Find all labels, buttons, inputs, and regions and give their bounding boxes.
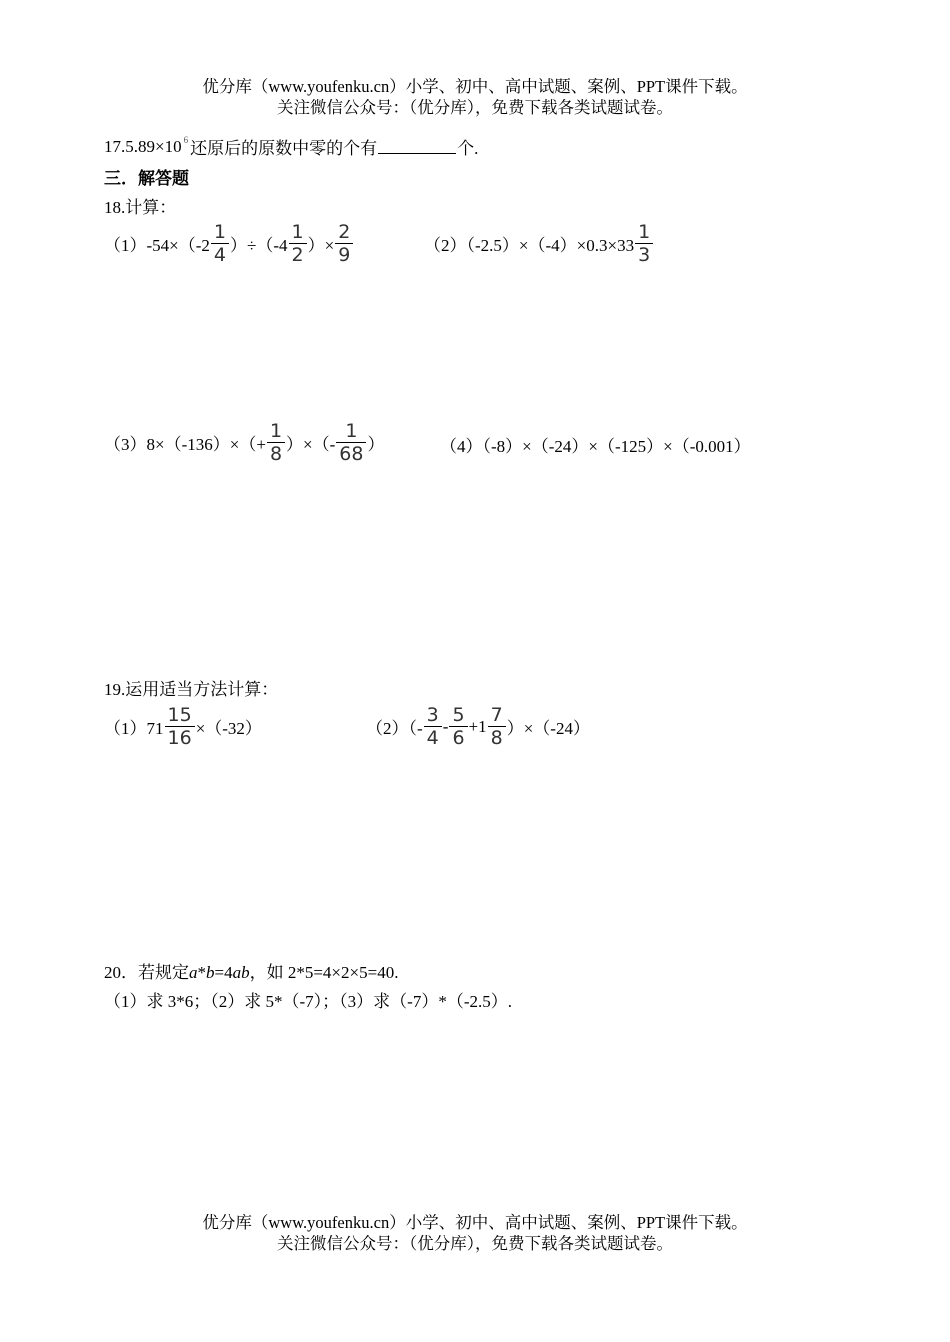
q20-pre: 20．若规定 (104, 963, 189, 982)
q19-p2-text-c: +1 (468, 716, 487, 736)
q17-mid: 还原后的原数中零的个有 (190, 139, 378, 158)
q18-p3-text-b: ）×（- (286, 435, 336, 454)
question-18-title: 18.计算： (104, 198, 177, 217)
denominator: 16 (165, 726, 195, 749)
q20-post: ，如 2*5=4×2×5=40. (249, 963, 399, 982)
question-20 (104, 958, 398, 983)
footer-line-2: 关注微信公众号：（优分库），免费下载各类试题试卷。 (277, 1234, 673, 1253)
q20-parts: （1）求 3*6；（2）求 5*（-7）；（3）求（-7）*（-2.5）. (104, 992, 512, 1011)
question-17 (104, 134, 478, 159)
q18-p2-fraction (635, 221, 653, 266)
q19-p2-text-b: - (442, 716, 449, 736)
denominator: 4 (424, 726, 442, 749)
q17-answer-blank (378, 139, 456, 154)
q18-p1-fraction-1 (211, 221, 229, 266)
numerator: 1 (291, 221, 304, 243)
q18-p1-fraction-3 (335, 221, 353, 266)
question-19-title: 19.运用适当方法计算： (104, 680, 279, 699)
numerator: 1 (638, 221, 651, 243)
q19-p2-fraction-3 (488, 704, 506, 749)
q18-p3-fraction-2 (336, 420, 366, 465)
q19-p1-fraction (165, 704, 195, 749)
q20-star: * (197, 963, 206, 982)
denominator: 6 (449, 726, 467, 749)
denominator: 9 (335, 243, 353, 266)
header-line-2: 关注微信公众号：（优分库），免费下载各类试题试卷。 (277, 98, 673, 117)
q18-p3-text-a: （3）8×（-136）×（+ (104, 435, 266, 454)
q20-eq: =4 (214, 963, 233, 982)
numerator: 3 (426, 704, 439, 726)
q19-p1-text-b: ×（-32） (195, 719, 262, 738)
q18-p1-text-c: ）× (307, 236, 335, 255)
denominator: 4 (211, 243, 229, 266)
q18-part-3 (104, 420, 384, 465)
page-header (0, 76, 950, 118)
numerator: 15 (167, 704, 192, 726)
q19-part-2 (366, 704, 590, 749)
q19-p2-fraction-2 (449, 704, 467, 749)
section-3-title: 三．解答题 (104, 169, 189, 188)
q17-prefix: 17.5.89×10 (104, 136, 182, 156)
denominator: 68 (336, 442, 366, 465)
denominator: 8 (488, 726, 506, 749)
denominator: 8 (267, 442, 285, 465)
denominator: 2 (289, 243, 307, 266)
q18-p1-fraction-2 (289, 221, 307, 266)
q18-part-1 (104, 221, 354, 266)
header-line-1: 优分库（www.youfenku.cn）小学、初中、高中试题、案例、PPT课件下载。 (202, 77, 748, 96)
page-footer (0, 1212, 950, 1254)
q18-part-2 (424, 221, 654, 266)
q19-p1-text-a: （1）71 (104, 719, 164, 738)
q19-p2-text-d: ）×（-24） (506, 719, 590, 738)
q17-exponent: 6 (183, 134, 189, 145)
footer-line-1: 优分库（www.youfenku.cn）小学、初中、高中试题、案例、PPT课件下载。 (202, 1213, 748, 1232)
numerator: 1 (213, 221, 227, 243)
numerator: 7 (490, 704, 503, 726)
q18-part-4 (440, 432, 751, 457)
numerator: 1 (269, 420, 283, 442)
q20-var-ab: ab (232, 963, 250, 982)
q20-var-a: a (189, 963, 198, 982)
q20-var-b: b (206, 963, 215, 982)
denominator: 3 (635, 243, 653, 266)
q18-p2-text: （2）（-2.5）×（-4）×0.3×33 (424, 236, 635, 255)
q19-part-1 (104, 704, 262, 749)
q18-p1-text-b: ）÷（-4 (230, 236, 288, 255)
numerator: 5 (452, 704, 465, 726)
q18-p1-text-a: （1）-54×（-2 (104, 236, 210, 255)
q19-p2-text-a: （2）（- (366, 719, 423, 738)
q19-p2-fraction-1 (424, 704, 442, 749)
q18-p3-fraction-1 (267, 420, 285, 465)
q18-p3-text-c: ） (367, 435, 385, 454)
numerator: 2 (338, 221, 351, 243)
q18-p4-text: （4）（-8）×（-24）×（-125）×（-0.001） (440, 437, 751, 456)
numerator: 1 (345, 420, 358, 442)
q17-suffix: 个. (457, 139, 479, 158)
